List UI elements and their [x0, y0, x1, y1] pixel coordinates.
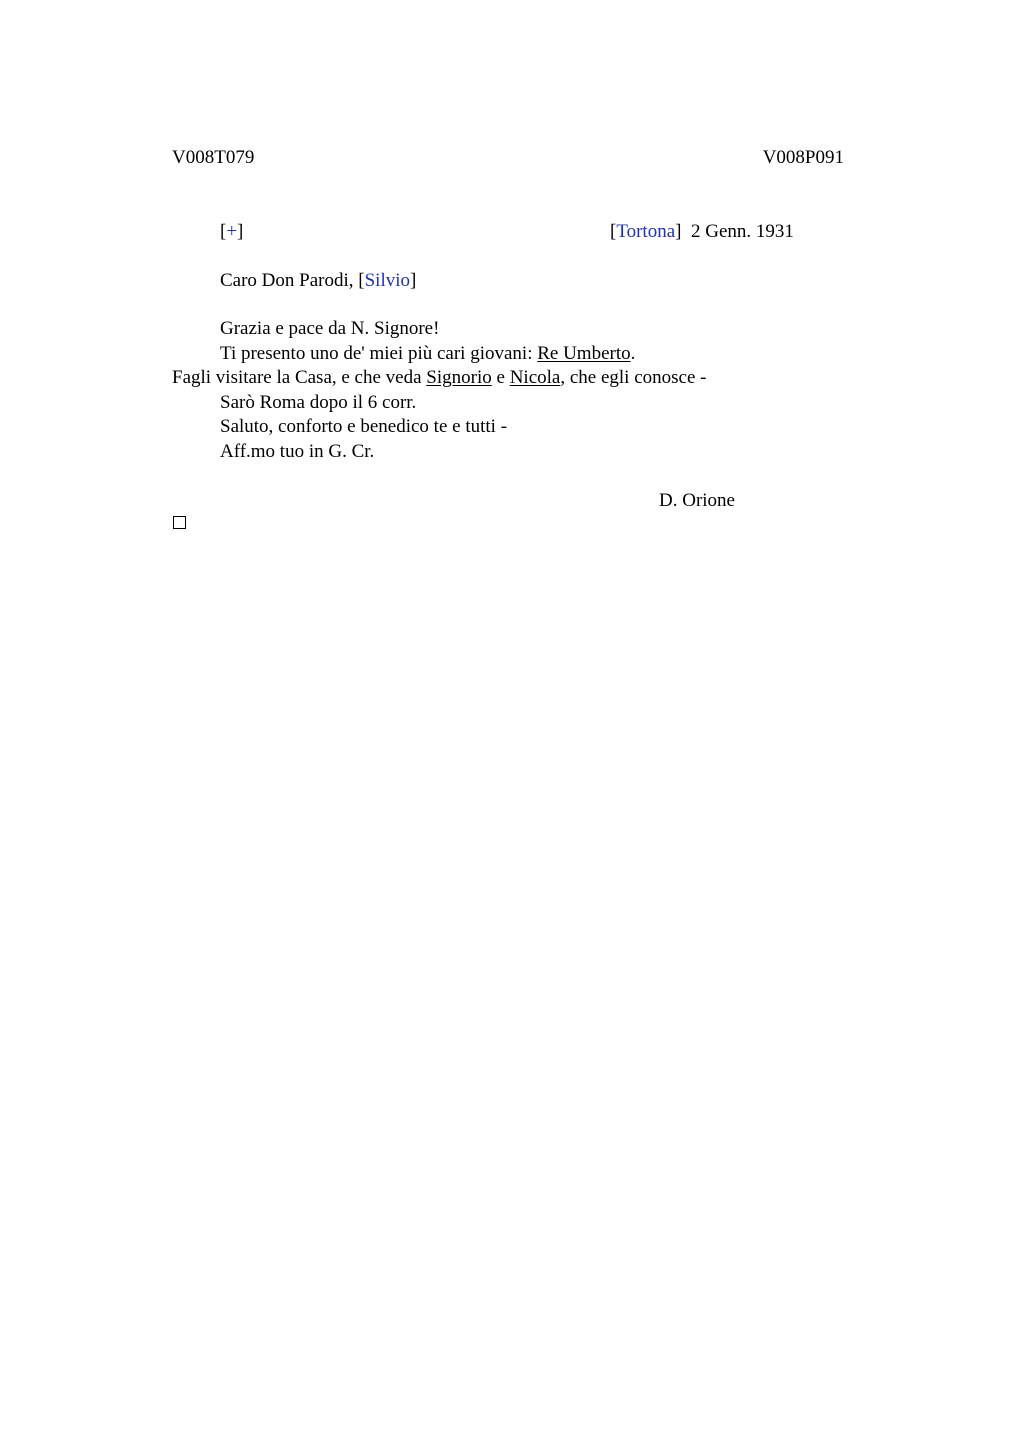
- person-name: Nicola: [509, 367, 561, 388]
- body-line-travel: Sarò Roma dopo il 6 corr.: [220, 392, 417, 413]
- bracket-close: ]: [410, 270, 417, 291]
- body-line-visit: [172, 366, 706, 390]
- document-code-left: V008T079: [172, 147, 255, 168]
- salutation-text: Caro Don Parodi,: [220, 270, 359, 291]
- body-text: e: [491, 367, 510, 388]
- bracket-open: [: [358, 270, 365, 291]
- end-square-icon: [173, 516, 186, 529]
- cross-symbol: +: [226, 221, 238, 242]
- person-name: Signorio: [426, 367, 492, 388]
- salutation: [220, 269, 416, 293]
- body-line-introduction: [220, 342, 635, 366]
- place-date: [610, 220, 794, 244]
- body-line-closing: Aff.mo tuo in G. Cr.: [220, 441, 375, 462]
- body-text: .: [630, 343, 636, 364]
- person-name: Re Umberto: [537, 343, 631, 364]
- body-text: , che egli conosce -: [560, 367, 707, 388]
- cross-mark: [220, 220, 243, 244]
- signature: D. Orione: [659, 490, 735, 511]
- body-text: Fagli visitare la Casa, e che veda: [172, 367, 427, 388]
- bracket-close: ]: [237, 221, 244, 242]
- recipient-first-name: Silvio: [364, 270, 410, 291]
- letter-date: 2 Genn. 1931: [690, 221, 794, 242]
- body-text: Ti presento uno de' miei più cari giovani:: [220, 343, 538, 364]
- bracket-open: [: [220, 221, 227, 242]
- document-code-right: V008P091: [762, 147, 844, 168]
- bracket-close: ]: [675, 221, 682, 242]
- body-line-greeting: Grazia e pace da N. Signore!: [220, 318, 440, 339]
- body-line-blessing: Saluto, conforto e benedico te e tutti -: [220, 416, 508, 437]
- place-name: Tortona: [616, 221, 676, 242]
- bracket-open: [: [610, 221, 617, 242]
